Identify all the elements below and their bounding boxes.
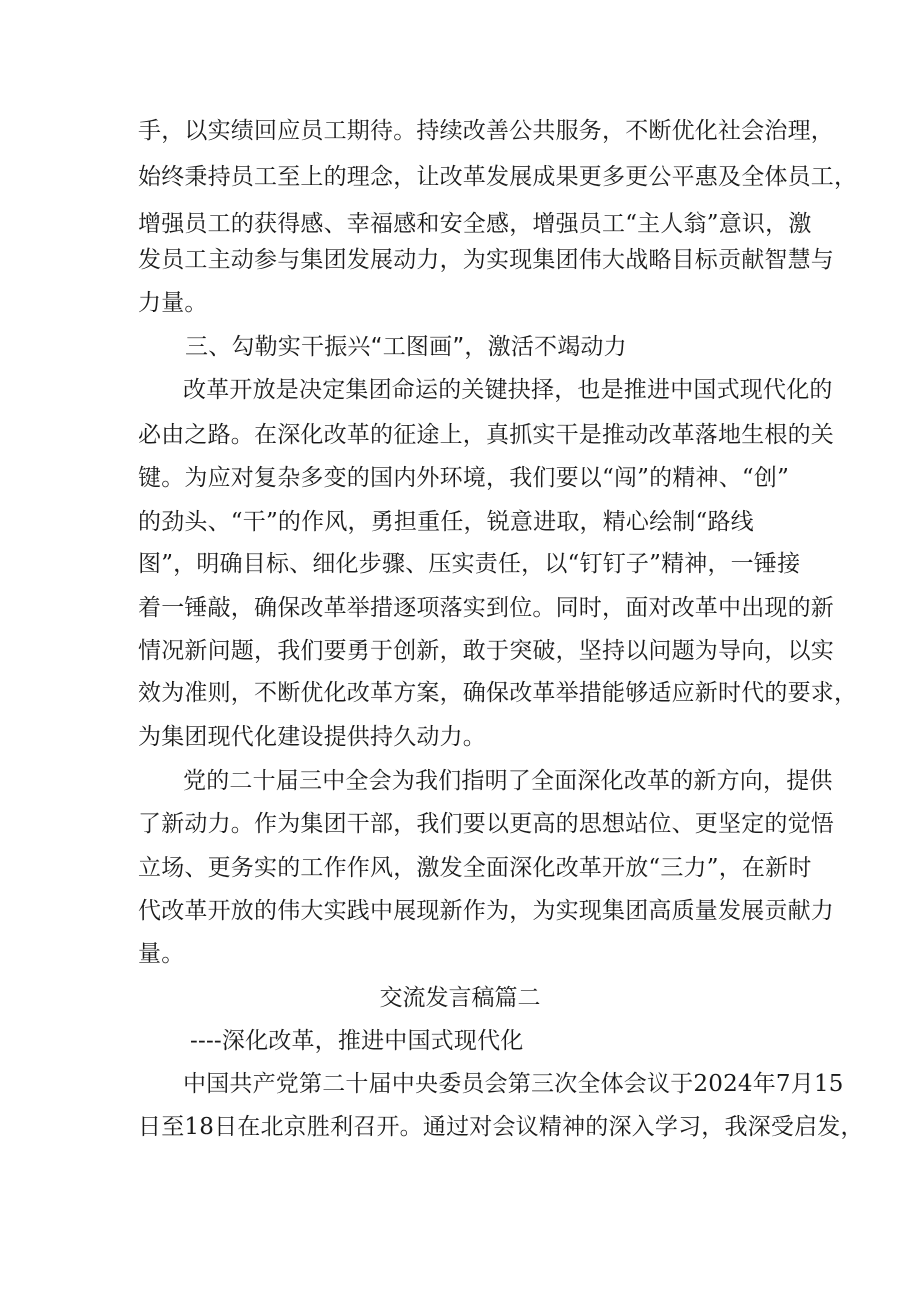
paragraph-line: 始终秉持员工至上的理念，让改革发展成果更多更公平惠及全体员工，	[138, 164, 858, 190]
paragraph-line: 情况新问题，我们要勇于创新，敢于突破，坚持以问题为导向，以实	[138, 638, 834, 664]
paragraph-line: 着一锤敲，确保改革举措逐项落实到位。同时，面对改革中出现的新	[138, 595, 834, 621]
paragraph-line: 发员工主动参与集团发展动力，为实现集团伟大战略目标贡献智慧与	[138, 247, 834, 273]
paragraph-line: 立场、更务实的工作作风，激发全面深化改革开放“三力”，在新时	[138, 855, 812, 881]
paragraph-line: 代改革开放的伟大实践中展现新作为，为实现集团高质量发展贡献力	[138, 898, 834, 924]
subtitle: ----深化改革，推进中国式现代化	[190, 1028, 524, 1054]
paragraph-line: 键。为应对复杂多变的国内外环境，我们要以“闯”的精神、“创”	[138, 465, 790, 491]
paragraph-line: 日至18日在北京胜利召开。通过对会议精神的深入学习，我深受启发，	[138, 1114, 864, 1140]
paragraph-line: 必由之路。在深化改革的征途上，真抓实干是推动改革落地生根的关	[138, 422, 834, 448]
paragraph-line: 效为准则，不断优化改革方案，确保改革举措能够适应新时代的要求，	[138, 680, 858, 706]
paragraph-line: 了新动力。作为集团干部，我们要以更高的思想站位、更坚定的觉悟	[138, 811, 834, 837]
paragraph-line: 的劲头、“干”的作风，勇担重任，锐意进取，精心绘制“路线	[138, 509, 754, 535]
paragraph-line: 中国共产党第二十届中央委员会第三次全体会议于2024年7月15	[183, 1071, 844, 1097]
paragraph-line: 力量。	[138, 290, 208, 316]
paragraph-line: 增强员工的获得感、幸福感和安全感，增强员工“主人翁”意识，激	[138, 211, 812, 237]
paragraph-line: 为集团现代化建设提供持久动力。	[138, 724, 486, 750]
paragraph-line: 改革开放是决定集团命运的关键抉择，也是推进中国式现代化的	[183, 377, 833, 403]
section-title: 交流发言稿篇二	[379, 985, 541, 1011]
paragraph-line: 手，以实绩回应员工期待。持续改善公共服务，不断优化社会治理，	[138, 118, 834, 144]
paragraph-line: 图”，明确目标、细化步骤、压实责任，以“钉钉子”精神，一锤接	[138, 551, 801, 577]
section-heading: 三、勾勒实干振兴“工图画”，激活不竭动力	[185, 334, 627, 360]
paragraph-line: 党的二十届三中全会为我们指明了全面深化改革的新方向，提供	[183, 768, 833, 794]
paragraph-line: 量。	[138, 941, 185, 967]
